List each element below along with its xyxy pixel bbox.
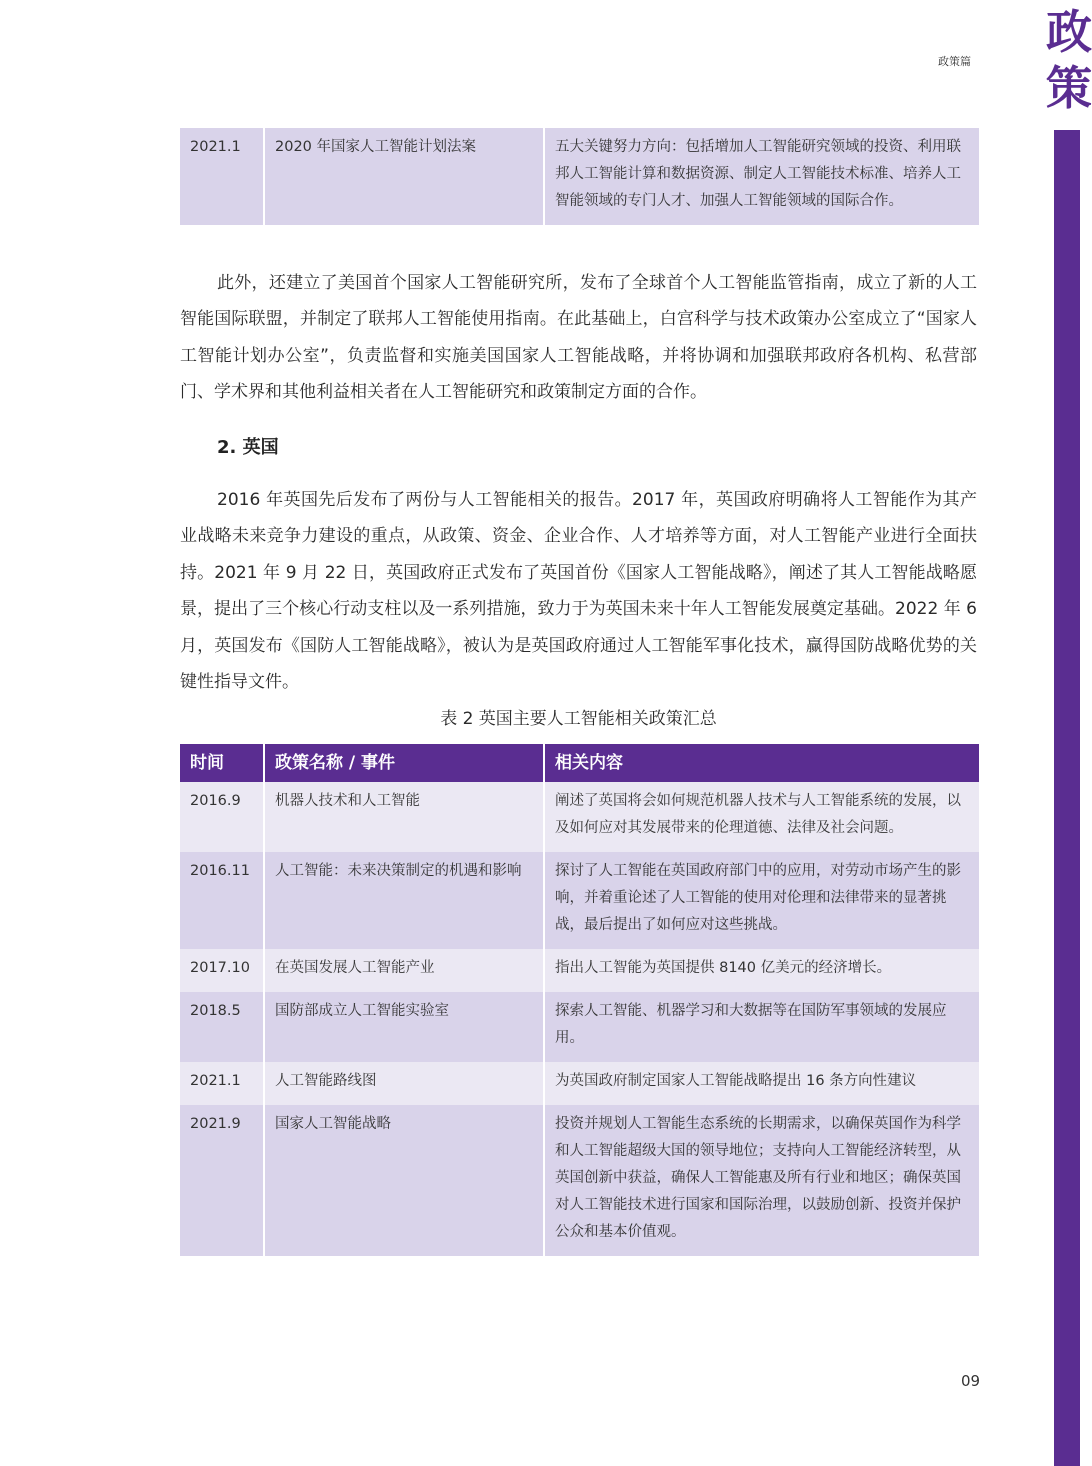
cell-name: 机器人技术和人工智能 [264, 782, 544, 852]
cell-name: 人工智能路线图 [264, 1062, 544, 1105]
side-title-char: 政 [1046, 5, 1092, 59]
table-row [180, 1105, 979, 1256]
table-row [180, 949, 979, 992]
paragraph-uk: 2016 年英国先后发布了两份与人工智能相关的报告。2017 年，英国政府明确将人工智能作为其产业战略未来竞争力建设的重点，从政策、资金、企业合作、人才培养等方面，对人工智能产业进行全面扶持。2021 年 9 月 22 日，英国政府正式发布了英国首份《国家人工智能战略》，阐述了其人工智能战略愿景，提出了三个核心行动支柱以及一系列措施，致力于为英国未来十年人工智能发展奠定基础。2022 年 6 月，英国发布《国防人工智能战略》，被认为是英国政府通过人工智能军事化技术，赢得国防战略优势的关键性指导文件。 [180, 490, 977, 693]
section-label: 政策篇 [938, 55, 971, 68]
page-number: 09 [961, 1372, 981, 1390]
cell-content: 指出人工智能为英国提供 8140 亿美元的经济增长。 [544, 949, 979, 992]
uk-policy-table [180, 744, 979, 1256]
table-row [180, 782, 979, 852]
cell-name: 在英国发展人工智能产业 [264, 949, 544, 992]
paragraph-us: 此外，还建立了美国首个国家人工智能研究所，发布了全球首个人工智能监管指南，成立了新的人工智能国际联盟，并制定了联邦人工智能使用指南。在此基础上，白宫科学与技术政策办公室成立了“国家人工智能计划办公室”，负责监督和实施美国国家人工智能战略，并将协调和加强联邦政府各机构、私营部门、学术界和其他利益相关者在人工智能研究和政策制定方面的合作。 [180, 273, 977, 403]
cell-time: 2021.1 [180, 1062, 264, 1105]
header-time: 时间 [180, 744, 264, 782]
side-accent-bar [1054, 130, 1080, 1466]
cell-name: 国家人工智能战略 [264, 1105, 544, 1256]
cell-time: 2016.9 [180, 782, 264, 852]
cell-content: 阐述了英国将会如何规范机器人技术与人工智能系统的发展，以及如何应对其发展带来的伦理道德、法律及社会问题。 [544, 782, 979, 852]
header-content: 相关内容 [544, 744, 979, 782]
cell-name: 2020 年国家人工智能计划法案 [264, 128, 544, 225]
section-heading-uk: 2. 英国 [217, 437, 279, 458]
header-policy-name: 政策名称 / 事件 [264, 744, 544, 782]
table-header-row [180, 744, 979, 782]
cell-content: 投资并规划人工智能生态系统的长期需求，以确保英国作为科学和人工智能超级大国的领导地位；支持向人工智能经济转型，从英国创新中获益，确保人工智能惠及所有行业和地区；确保英国对人工智能技术进行国家和国际治理，以鼓励创新、投资并保护公众和基本价值观。 [544, 1105, 979, 1256]
side-title-char: 策 [1046, 61, 1092, 115]
cell-name: 人工智能：未来决策制定的机遇和影响 [264, 852, 544, 949]
cell-time: 2021.1 [180, 128, 264, 225]
cell-time: 2021.9 [180, 1105, 264, 1256]
cell-time: 2017.10 [180, 949, 264, 992]
cell-time: 2016.11 [180, 852, 264, 949]
cell-content: 探讨了人工智能在英国政府部门中的应用，对劳动市场产生的影响，并着重论述了人工智能的使用对伦理和法律带来的显著挑战，最后提出了如何应对这些挑战。 [544, 852, 979, 949]
table-row [180, 852, 979, 949]
cell-content: 探索人工智能、机器学习和大数据等在国防军事领域的发展应用。 [544, 992, 979, 1062]
side-title [1046, 4, 1092, 116]
table-row [180, 128, 979, 225]
cell-content: 五大关键努力方向：包括增加人工智能研究领域的投资、利用联邦人工智能计算和数据资源、制定人工智能技术标准、培养人工智能领域的专门人才、加强人工智能领域的国际合作。 [544, 128, 979, 225]
table-caption: 表 2 英国主要人工智能相关政策汇总 [440, 709, 717, 729]
top-policy-table [180, 128, 979, 225]
table-row [180, 1062, 979, 1105]
cell-content: 为英国政府制定国家人工智能战略提出 16 条方向性建议 [544, 1062, 979, 1105]
cell-time: 2018.5 [180, 992, 264, 1062]
cell-name: 国防部成立人工智能实验室 [264, 992, 544, 1062]
table-row [180, 992, 979, 1062]
